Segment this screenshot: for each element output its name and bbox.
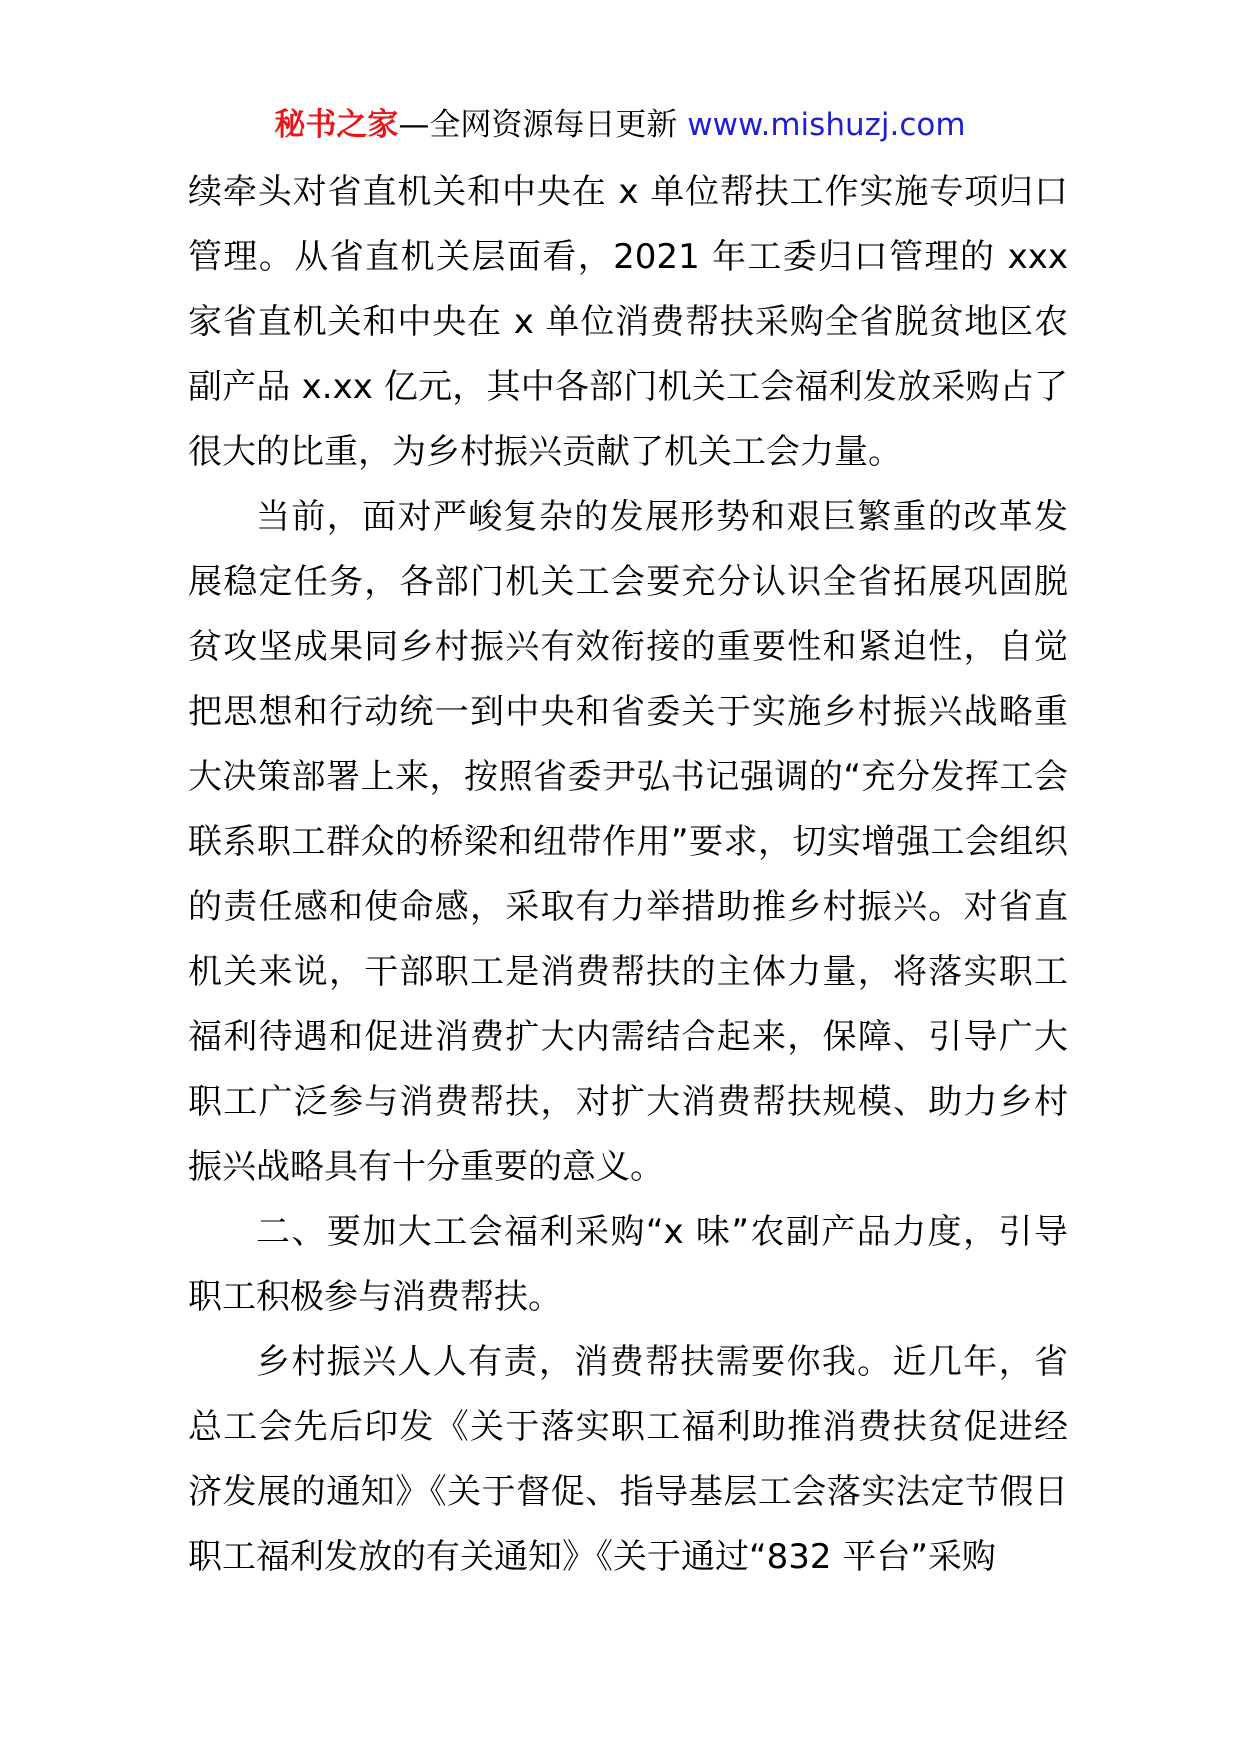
- section-heading-two: 二、要加大工会福利采购“x 味”农副产品力度，引导职工积极参与消费帮扶。: [188, 1212, 1068, 1317]
- brand-name: 秘书之家: [274, 107, 399, 143]
- paragraph-continuation: 续牵头对省直机关和中央在 x 单位帮扶工作实施专项归口管理。从省直机关层面看，2021 年工委归口管理的 xxx 家省直机关和中央在 x 单位消费帮扶采购全省脱贫地区农副产品 x.xx 亿元，其中各部门机关工会福利发放采购占了很大的比重，为乡村振兴贡献了机关工会力量。: [188, 172, 1068, 472]
- header-tagline: —全网资源每日更新: [398, 107, 688, 143]
- website-url[interactable]: www.mishuzj.com: [687, 107, 966, 143]
- paragraph-current-situation: 当前，面对严峻复杂的发展形势和艰巨繁重的改革发展稳定任务，各部门机关工会要充分认识全省拓展巩固脱贫攻坚成果同乡村振兴有效衔接的重要性和紧迫性，自觉把思想和行动统一到中央和省委关于实施乡村振兴战略重大决策部署上来，按照省委尹弘书记强调的“充分发挥工会联系职工群众的桥梁和纽带作用”要求，切实增强工会组织的责任感和使命感，采取有力举措助推乡村振兴。对省直机关来说，干部职工是消费帮扶的主体力量，将落实职工福利待遇和促进消费扩大内需结合起来，保障、引导广大职工广泛参与消费帮扶，对扩大消费帮扶规模、助力乡村振兴战略具有十分重要的意义。: [188, 497, 1068, 1187]
- paragraph-rural-revitalization: 乡村振兴人人有责，消费帮扶需要你我。近几年，省总工会先后印发《关于落实职工福利助推消费扶贫促进经济发展的通知》《关于督促、指导基层工会落实法定节假日职工福利发放的有关通知》《关于通过“832 平台”采购: [188, 1342, 1068, 1577]
- page-header: [0, 100, 1240, 150]
- document-body: [188, 160, 1068, 1590]
